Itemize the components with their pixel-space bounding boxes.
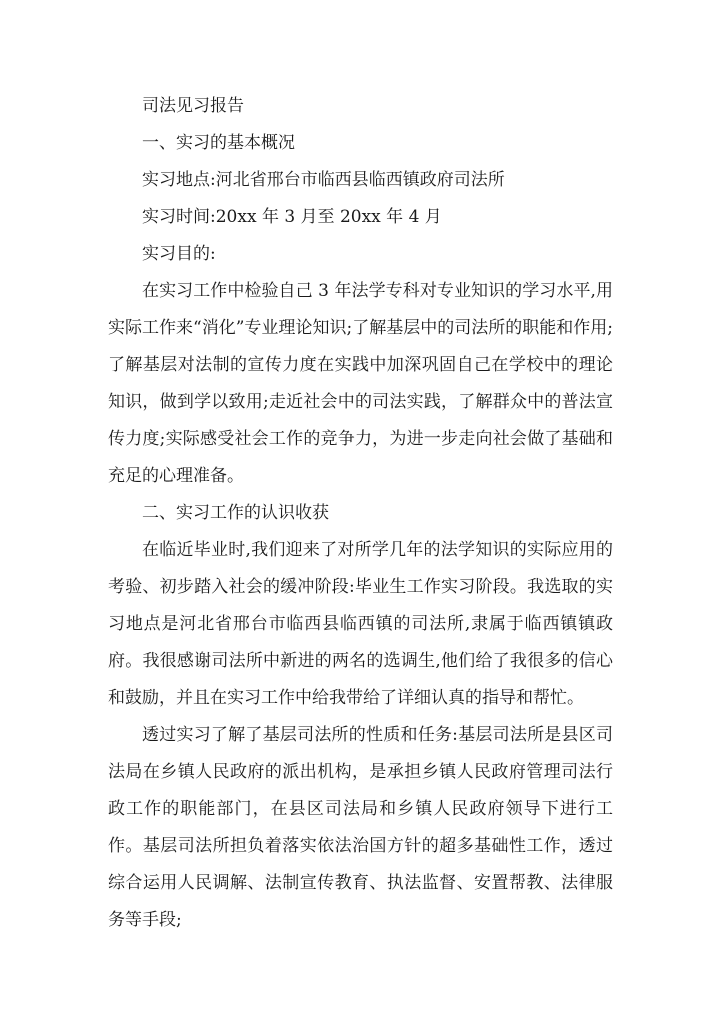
internship-time: 实习时间:20xx 年 3 月至 20xx 年 4 月 (142, 207, 442, 227)
body-paragraph-3: 透过实习了解了基层司法所的性质和任务:基层司法所是县区司法局在乡镇人民政府的派出机构，是承担乡镇人民政府管理司法行政工作的职能部门，在县区司法局和乡镇人民政府领导下进行工作。基层司法所担负着落实依法治国方针的超多基础性工作，透过综合运用人民调解、法制宣传教育、执法监督、安置帮教、法律服务等手段; (108, 725, 613, 930)
purpose-paragraph: 在实习工作中检验自己 3 年法学专科对专业知识的学习水平,用实际工作来“消化”专业理论知识;了解基层中的司法所的职能和作用;了解基层对法制的宣传力度在实践中加深巩固自己在学校中的理论知识，做到学以致用;走近社会中的司法实践，了解群众中的普法宣传力度;实际感受社会工作的竞争力，为进一步走向社会做了基础和充足的心理准备。 (108, 281, 613, 486)
document-title: 司法见习报告 (142, 96, 244, 116)
purpose-label: 实习目的: (142, 244, 216, 264)
document-page (108, 88, 613, 939)
section2-heading: 二、实习工作的认识收获 (142, 503, 329, 523)
internship-location: 实习地点:河北省邢台市临西县临西镇政府司法所 (142, 170, 505, 190)
section1-heading: 一、实习的基本概况 (142, 133, 295, 153)
body-paragraph-2: 在临近毕业时,我们迎来了对所学几年的法学知识的实际应用的考验、初步踏入社会的缓冲阶段:毕业生工作实习阶段。我选取的实习地点是河北省邢台市临西县临西镇的司法所,隶属于临西镇镇政府。我很感谢司法所中新进的两名的选调生,他们给了我很多的信心和鼓励，并且在实习工作中给我带给了详细认真的指导和帮忙。 (108, 540, 613, 708)
